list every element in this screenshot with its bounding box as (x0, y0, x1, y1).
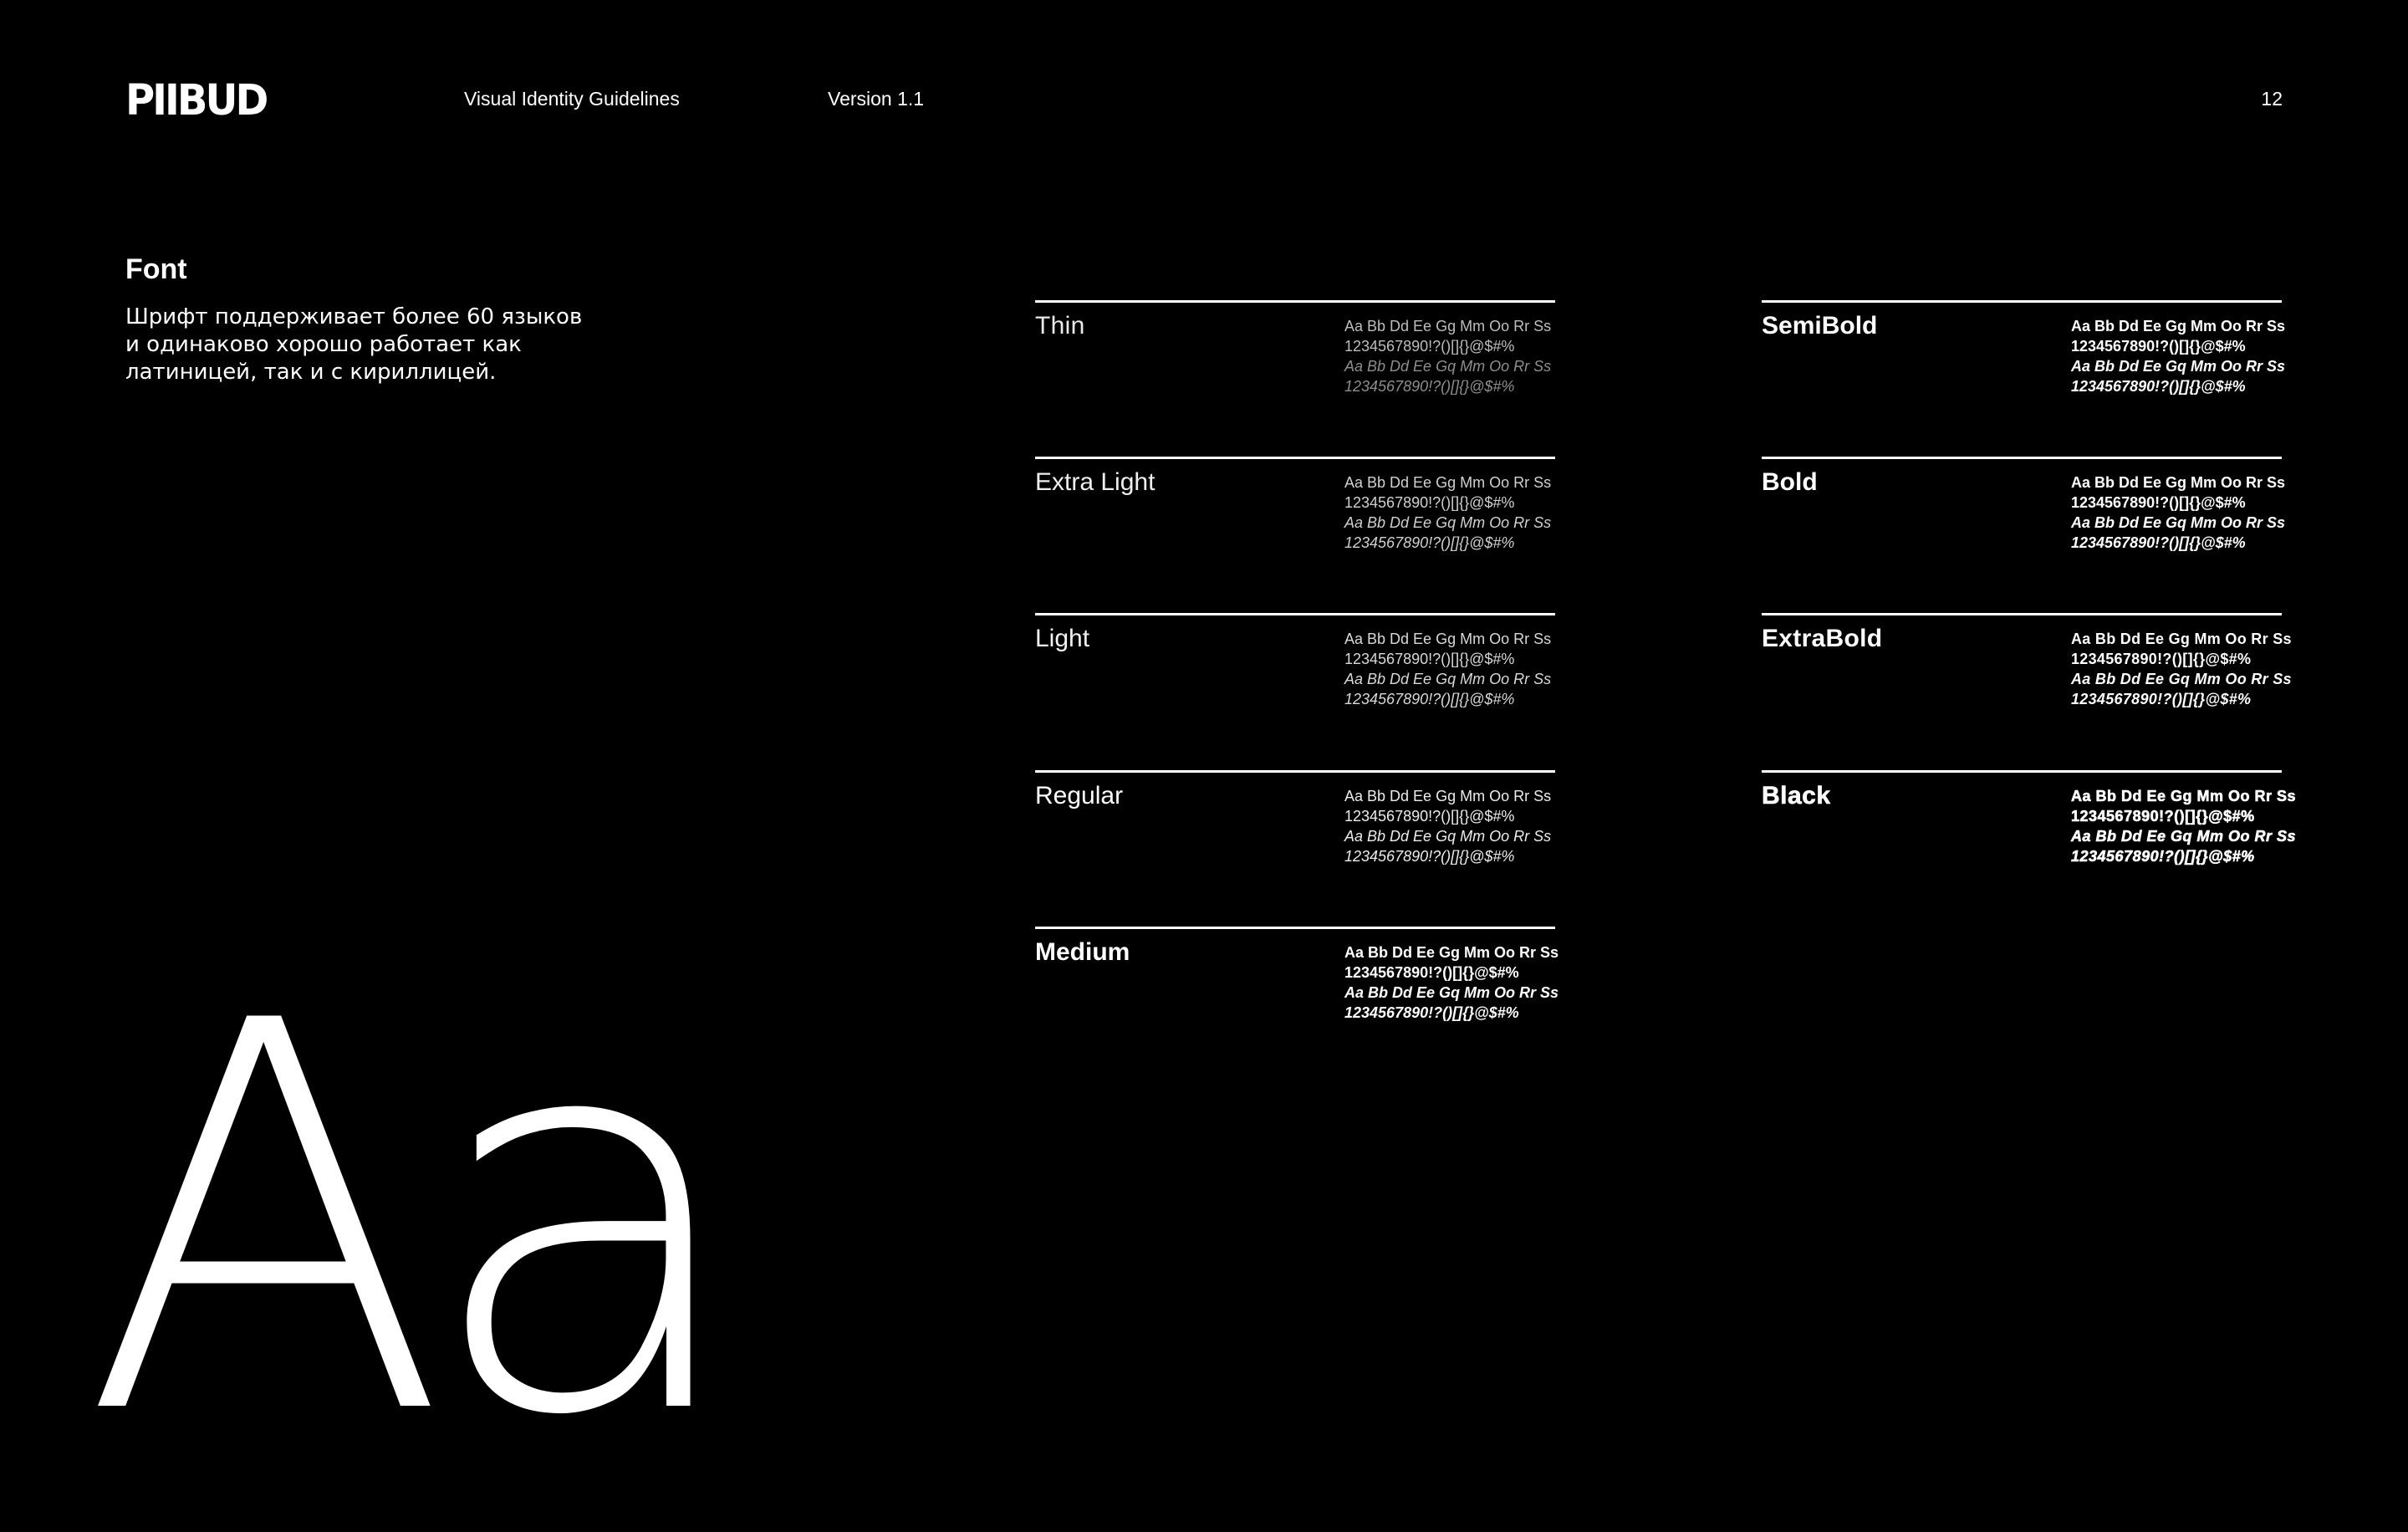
weight-name: ExtraBold (1762, 625, 1883, 652)
sample-upright-figures: 1234567890!?()[]{}@$#% (2071, 494, 2246, 511)
sample-italic-figures: 1234567890!?()[]{}@$#% (2071, 378, 2246, 395)
sample-upright-letters: Aa Bb Dd Ee Gg Mm Oo Rr Ss (2071, 318, 2286, 334)
sample-upright-letters: Aa Bb Dd Ee Gg Mm Oo Rr Ss (1344, 318, 1552, 334)
sample-upright-figures: 1234567890!?()[]{}@$#% (2071, 651, 2252, 667)
sample-upright-letters: Aa Bb Dd Ee Gg Mm Oo Rr Ss (1344, 788, 1552, 804)
sample-italic-figures: 1234567890!?()[]{}@$#% (1344, 691, 1515, 707)
sample-upright-letters: Aa Bb Dd Ee Gg Mm Oo Rr Ss (2071, 788, 2297, 804)
sample-italic-figures: 1234567890!?()[]{}@$#% (1344, 1004, 1519, 1021)
weight-name: Thin (1035, 312, 1085, 340)
weight-row-bold (1762, 457, 2286, 610)
weight-name: SemiBold (1762, 312, 1878, 340)
page-number: 12 (2261, 88, 2283, 110)
sample-upright-figures: 1234567890!?()[]{}@$#% (1344, 338, 1515, 355)
weight-sample (2071, 786, 2296, 866)
sample-upright-letters: Aa Bb Dd Ee Gg Mm Oo Rr Ss (1344, 631, 1552, 647)
version-label: Version 1.1 (828, 88, 925, 110)
sample-italic-figures: 1234567890!?()[]{}@$#% (1344, 534, 1515, 551)
weight-name: Black (1762, 782, 1831, 809)
sample-italic-letters: Aa Bb Dd Ee Gq Mm Oo Rr Ss (2071, 514, 2286, 531)
sample-italic-letters: Aa Bb Dd Ee Gq Mm Oo Rr Ss (1344, 358, 1552, 375)
weight-row-thin (1035, 300, 1555, 453)
sample-italic-letters: Aa Bb Dd Ee Gq Mm Oo Rr Ss (2071, 671, 2292, 687)
weight-row-light (1035, 613, 1555, 766)
sample-upright-letters: Aa Bb Dd Ee Gg Mm Oo Rr Ss (2071, 631, 2292, 647)
weight-sample (2071, 316, 2285, 396)
sample-italic-letters: Aa Bb Dd Ee Gq Mm Oo Rr Ss (1344, 984, 1559, 1001)
weight-row-semibold (1762, 300, 2286, 453)
document-title: Visual Identity Guidelines (464, 88, 680, 110)
weight-sample (1344, 472, 1551, 553)
font-specimen-glyphs: Aa (82, 909, 726, 1532)
sample-upright-letters: Aa Bb Dd Ee Gg Mm Oo Rr Ss (2071, 474, 2286, 491)
brand-logo: PIIBUD (125, 75, 267, 125)
sample-italic-letters: Aa Bb Dd Ee Gq Mm Oo Rr Ss (2071, 828, 2297, 845)
sample-upright-figures: 1234567890!?()[]{}@$#% (1344, 964, 1519, 981)
weight-sample (2071, 472, 2285, 553)
sample-upright-figures: 1234567890!?()[]{}@$#% (1344, 651, 1515, 667)
section-title: Font (125, 253, 187, 285)
sample-upright-letters: Aa Bb Dd Ee Gg Mm Oo Rr Ss (1344, 474, 1552, 491)
weight-name: Light (1035, 625, 1090, 652)
sample-italic-letters: Aa Bb Dd Ee Gq Mm Oo Rr Ss (1344, 514, 1552, 531)
sample-italic-letters: Aa Bb Dd Ee Gq Mm Oo Rr Ss (1344, 671, 1552, 687)
weight-name: Bold (1762, 468, 1818, 496)
weight-sample (1344, 316, 1551, 396)
weight-sample (1344, 786, 1551, 866)
sample-italic-letters: Aa Bb Dd Ee Gq Mm Oo Rr Ss (2071, 358, 2286, 375)
sample-upright-letters: Aa Bb Dd Ee Gg Mm Oo Rr Ss (1344, 944, 1559, 961)
weight-name: Regular (1035, 782, 1124, 809)
weight-sample (1344, 629, 1551, 709)
sample-italic-figures: 1234567890!?()[]{}@$#% (2071, 848, 2255, 865)
weight-name: Medium (1035, 938, 1130, 966)
sample-italic-figures: 1234567890!?()[]{}@$#% (2071, 534, 2246, 551)
weight-sample (1344, 942, 1559, 1023)
weight-row-black (1762, 770, 2297, 923)
weight-row-extra-light (1035, 457, 1555, 610)
weight-row-extrabold (1762, 613, 2292, 766)
sample-italic-letters: Aa Bb Dd Ee Gq Mm Oo Rr Ss (1344, 828, 1552, 845)
sample-upright-figures: 1234567890!?()[]{}@$#% (2071, 808, 2255, 825)
sample-upright-figures: 1234567890!?()[]{}@$#% (1344, 808, 1515, 825)
weight-row-medium (1035, 927, 1559, 1080)
sample-upright-figures: 1234567890!?()[]{}@$#% (1344, 494, 1515, 511)
sample-italic-figures: 1234567890!?()[]{}@$#% (1344, 378, 1515, 395)
sample-italic-figures: 1234567890!?()[]{}@$#% (2071, 691, 2252, 707)
section-description: Шрифт поддерживает более 60 языков и одинаково хорошо работает как латиницей, так и с кириллицей. (125, 304, 583, 385)
weight-row-regular (1035, 770, 1555, 923)
weight-sample (2071, 629, 2292, 709)
weight-name: Extra Light (1035, 468, 1156, 496)
sample-upright-figures: 1234567890!?()[]{}@$#% (2071, 338, 2246, 355)
sample-italic-figures: 1234567890!?()[]{}@$#% (1344, 848, 1515, 865)
